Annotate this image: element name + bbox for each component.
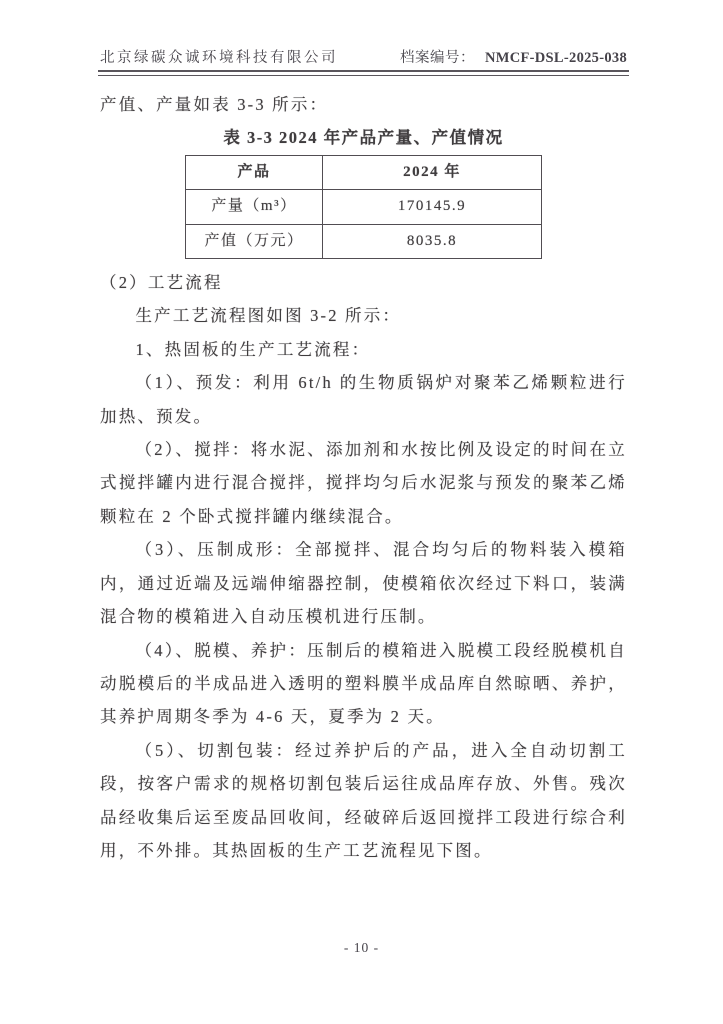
- table-row: [186, 224, 542, 258]
- section-heading: （2）工艺流程: [100, 273, 223, 293]
- row-value-output: 170145.9: [323, 190, 542, 224]
- process-step-3: （3）、压制成形：全部搅拌、混合均匀后的物料装入模箱内，通过近端及远端伸缩器控制，使模箱依次经过下料口，装满混合物的模箱进入自动压模机进行压制。: [100, 540, 627, 627]
- col-header-product: 产品: [186, 155, 323, 189]
- table-header-row: [186, 155, 542, 189]
- page-header: [100, 46, 627, 67]
- row-value-value: 8035.8: [323, 224, 542, 258]
- intro-line: 产值、产量如表 3-3 所示：: [100, 95, 329, 114]
- table-row: [186, 190, 542, 224]
- process-step-4: （4）、脱模、养护：压制后的模箱进入脱模工段经脱模机自动脱模后的半成品进入透明的塑料膜半成品库自然晾晒、养护，其养护周期冬季为 4-6 天，夏季为 2 天。: [100, 640, 627, 727]
- process-step-1: （1）、预发：利用 6t/h 的生物质锅炉对聚苯乙烯颗粒进行加热、预发。: [100, 373, 627, 426]
- row-label-value: 产值（万元）: [186, 224, 323, 258]
- process-step-2: （2）、搅拌：将水泥、添加剂和水按比例及设定的时间在立式搅拌罐内进行混合搅拌，搅拌均匀后水泥浆与预发的聚苯乙烯颗粒在 2 个卧式搅拌罐内继续混合。: [100, 440, 627, 526]
- archive-number: NMCF-DSL-2025-038: [484, 50, 627, 66]
- header-divider-rule: [98, 70, 629, 76]
- archive-number-block: [400, 46, 627, 67]
- page-footer: [0, 940, 723, 956]
- production-output-table: [185, 155, 542, 259]
- col-header-year: 2024 年: [323, 155, 542, 189]
- figure-reference: 生产工艺流程图如图 3-2 所示：: [135, 306, 402, 326]
- page-number: - 10 -: [343, 940, 380, 955]
- archive-label: 档案编号：: [399, 50, 475, 66]
- table-title: 表 3-3 2024 年产品产量、产值情况: [223, 128, 504, 148]
- process-step-5: （5）、切割包装：经过养护后的产品，进入全自动切割工段，按客户需求的规格切割包装后运往成品库存放、外售。残次品经收集后运至废品回收间，经破碎后返回搅拌工段进行综合利用，不外排。其热固板的生产工艺流程见下图。: [100, 740, 627, 860]
- document-body: [100, 88, 627, 867]
- company-name: 北京绿碳众诚环境科技有限公司: [100, 50, 338, 66]
- list-heading: 1、热固板的生产工艺流程：: [135, 339, 371, 359]
- row-label-output: 产量（m³）: [186, 190, 323, 224]
